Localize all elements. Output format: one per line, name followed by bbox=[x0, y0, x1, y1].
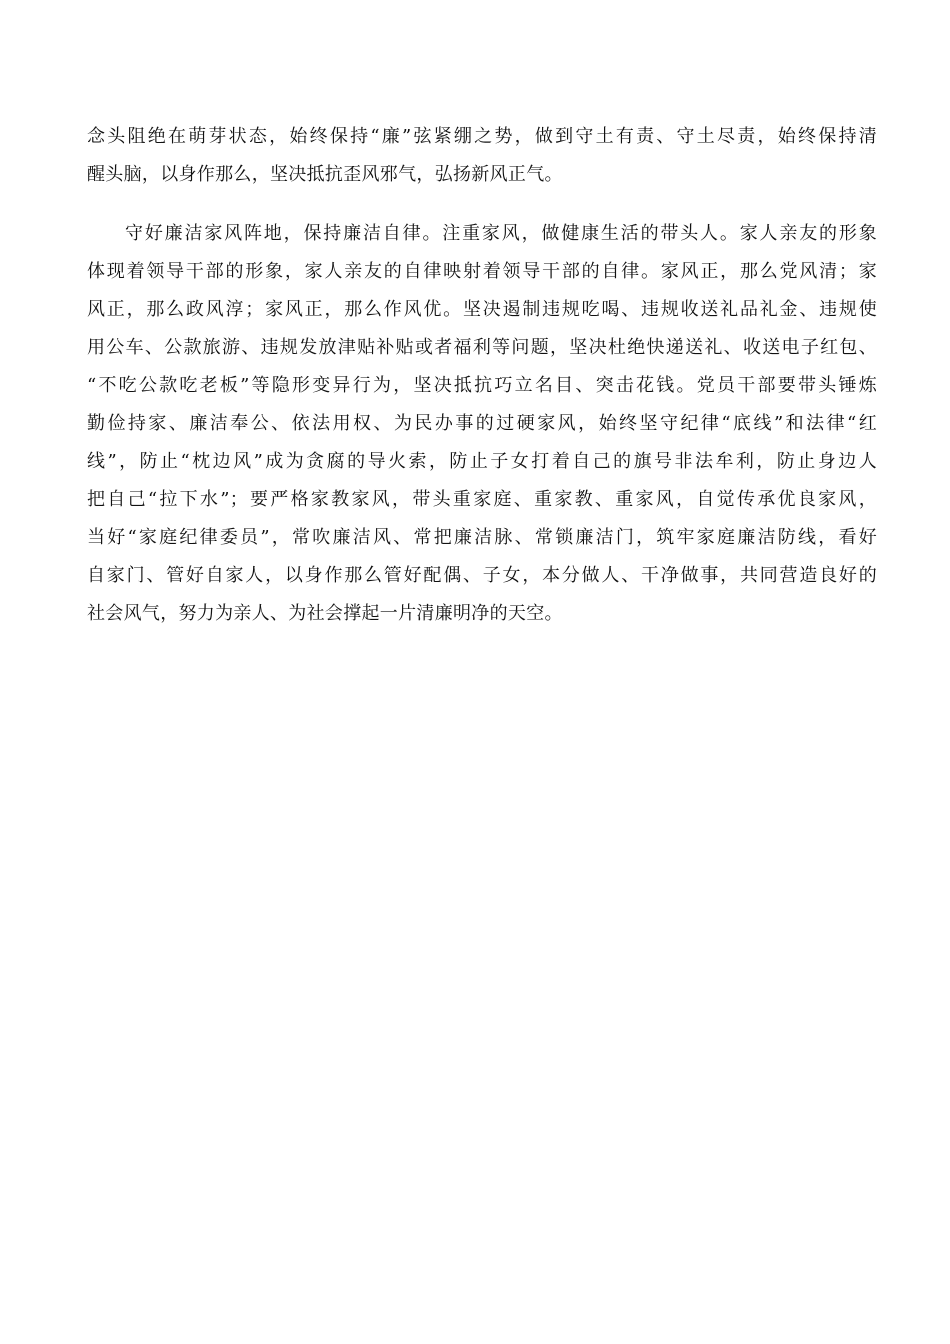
paragraph-line: 把自己“拉下水”；要严格家教家风，带头重家庭、重家教、重家风，自觉传承优良家风， bbox=[87, 489, 877, 510]
paragraph-spacer bbox=[87, 194, 877, 215]
paragraph-line: 用公车、公款旅游、违规发放津贴补贴或者福利等问题，坚决杜绝快递送礼、收送电子红包、 bbox=[87, 337, 877, 358]
paragraph-line: 体现着领导干部的形象，家人亲友的自律映射着领导干部的自律。家风正，那么党风清；家 bbox=[87, 261, 877, 282]
paragraph-line: 念头阻绝在萌芽状态，始终保持“廉”弦紧绷之势，做到守土有责、守土尽责，始终保持清 bbox=[87, 126, 877, 147]
paragraph-1 bbox=[87, 118, 877, 194]
paragraph-line: “不吃公款吃老板”等隐形变异行为，坚决抵抗巧立名目、突击花钱。党员干部要带头锤炼 bbox=[87, 375, 877, 396]
paragraph-line: 醒头脑，以身作那么，坚决抵抗歪风邪气，弘扬新风正气。 bbox=[87, 164, 563, 185]
paragraph-line: 守好廉洁家风阵地，保持廉洁自律。注重家风，做健康生活的带头人。家人亲友的形象 bbox=[125, 223, 877, 244]
document-body bbox=[87, 118, 877, 633]
paragraph-line: 自家门、管好自家人，以身作那么管好配偶、子女，本分做人、干净做事，共同营造良好的 bbox=[87, 565, 877, 586]
paragraph-line: 勤俭持家、廉洁奉公、依法用权、为民办事的过硬家风，始终坚守纪律“底线”和法律“红 bbox=[87, 413, 877, 434]
paragraph-line: 风正，那么政风淳；家风正，那么作风优。坚决遏制违规吃喝、违规收送礼品礼金、违规使 bbox=[87, 299, 877, 320]
paragraph-2 bbox=[87, 215, 877, 633]
paragraph-line: 当好“家庭纪律委员”，常吹廉洁风、常把廉洁脉、常锁廉洁门，筑牢家庭廉洁防线，看好 bbox=[87, 527, 877, 548]
paragraph-line: 社会风气，努力为亲人、为社会撑起一片清廉明净的天空。 bbox=[87, 603, 563, 624]
paragraph-line: 线”，防止“枕边风”成为贪腐的导火索，防止子女打着自己的旗号非法牟利，防止身边人 bbox=[87, 451, 877, 472]
